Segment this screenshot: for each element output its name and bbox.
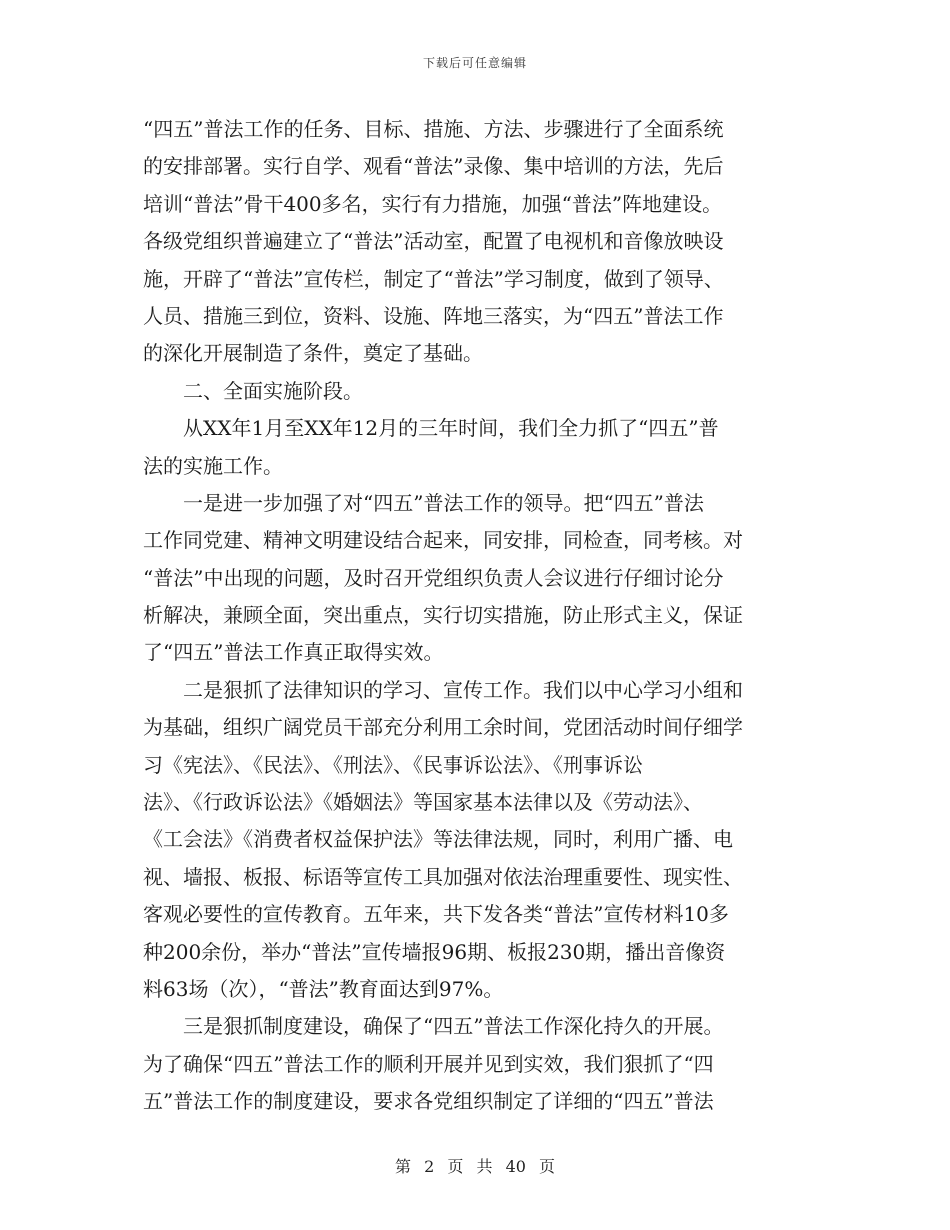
text-line: 了“四五”普法工作真正取得实效。 <box>143 640 444 665</box>
text-line: 施，开辟了“普法”宣传栏，制定了“普法”学习制度，做到了领导、 <box>143 266 724 291</box>
total-page-count: 40 <box>505 1157 526 1176</box>
text-line: 《工会法》《消费者权益保护法》等法律法规，同时，利用广播、电 <box>143 827 733 852</box>
text-line: 析解决，兼顾全面，突出重点，实行切实措施，防止形式主义，保证 <box>143 603 743 628</box>
text-line: 习《宪法》、《民法》、《刑法》、《民事诉讼法》、《刑事诉讼 <box>143 752 643 777</box>
text-line: 的安排部署。实行自学、观看“普法”录像、集中培训的方法，先后 <box>143 154 724 179</box>
text-line: 各级党组织普遍建立了“普法”活动室，配置了电视机和音像放映设 <box>143 229 724 254</box>
text-line: 为基础，组织广阔党员干部充分利用工余时间，党团活动时间仔细学 <box>143 715 743 740</box>
text-line: 工作同党建、精神文明建设结合起来，同安排，同检查，同考核。对 <box>143 528 743 553</box>
section-heading: 二、全面实施阶段。 <box>143 378 363 403</box>
text-line: 为了确保“四五”普法工作的顺利开展并见到实效，我们狠抓了“四 <box>143 1051 714 1076</box>
document-body <box>143 111 809 1121</box>
text-line: 种200余份，举办“普法”宣传墙报96期、板报230期，播出音像资 <box>143 939 726 964</box>
page-header: 下载后可任意编辑 <box>422 56 527 70</box>
text-line: 的深化开展制造了条件，奠定了基础。 <box>143 341 483 366</box>
text-line: 三是狠抓制度建设，确保了“四五”普法工作深化持久的开展。 <box>143 1014 724 1039</box>
text-line: 二是狠抓了法律知识的学习、宣传工作。我们以中心学习小组和 <box>143 677 743 702</box>
footer-prefix: 第 <box>394 1157 411 1176</box>
text-line: 视、墙报、板报、标语等宣传工具加强对依法治理重要性、现实性、 <box>143 864 743 889</box>
text-line: 法》、《行政诉讼法》《婚姻法》等国家基本法律以及《劳动法》、 <box>143 790 703 815</box>
page-footer <box>0 1154 950 1177</box>
text-line: 客观必要性的宣传教育。五年来，共下发各类“普法”宣传材料10多 <box>143 902 729 927</box>
text-line: “普法”中出现的问题，及时召开党组织负责人会议进行仔细讨论分 <box>143 565 724 590</box>
text-line: 一是进一步加强了对“四五”普法工作的领导。把“四五”普法 <box>143 490 704 515</box>
text-line: 从XX年1月至XX年12月的三年时间，我们全力抓了“四五”普 <box>143 416 719 441</box>
current-page-number: 2 <box>424 1157 435 1176</box>
text-line: “四五”普法工作的任务、目标、措施、方法、步骤进行了全面系统 <box>143 117 724 141</box>
footer-suffix: 页 <box>539 1157 556 1176</box>
text-line: 料63场（次），“普法”教育面达到97%。 <box>143 976 504 1001</box>
footer-total-word: 共 <box>476 1157 493 1176</box>
text-line: 五”普法工作的制度建设，要求各党组织制定了详细的“四五”普法 <box>143 1089 714 1114</box>
text-line: 培训“普法”骨干400多名，实行有力措施，加强“普法”阵地建设。 <box>143 191 723 216</box>
footer-page-word: 页 <box>447 1157 464 1176</box>
text-line: 法的实施工作。 <box>143 453 283 478</box>
text-line: 人员、措施三到位，资料、设施、阵地三落实，为“四五”普法工作 <box>143 303 724 328</box>
